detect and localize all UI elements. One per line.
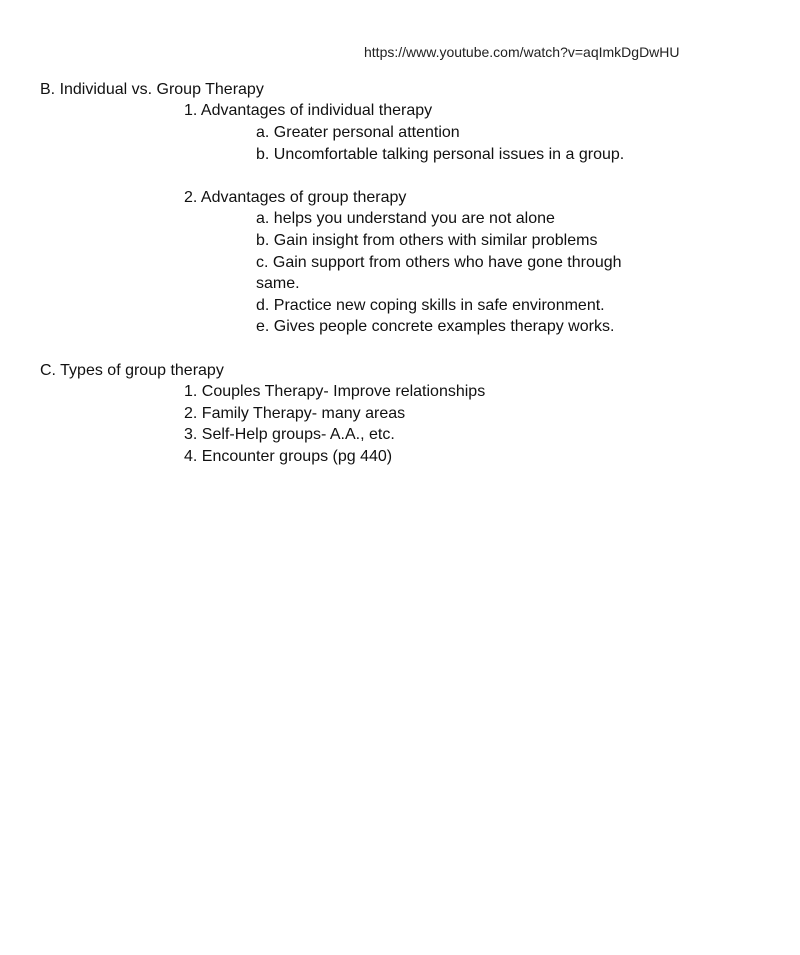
list-item: 4. Encounter groups (pg 440): [184, 448, 393, 465]
video-url-link[interactable]: https://www.youtube.com/watch?v=aqImkDgDwHU: [364, 44, 680, 60]
list-item: a. helps you understand you are not alone: [256, 210, 555, 227]
list-item: 3. Self-Help groups- A.A., etc.: [184, 426, 395, 443]
list-item: e. Gives people concrete examples therapy works.: [256, 318, 615, 335]
section-c-heading: C. Types of group therapy: [40, 362, 224, 379]
list-item: d. Practice new coping skills in safe environment.: [256, 297, 605, 314]
list-item: b. Gain insight from others with similar problems: [256, 232, 598, 249]
list-item: 1. Couples Therapy- Improve relationships: [184, 383, 486, 400]
individual-therapy-heading: 1. Advantages of individual therapy: [184, 102, 433, 119]
list-item: b. Uncomfortable talking personal issues in a group.: [256, 146, 625, 163]
group-therapy-heading: 2. Advantages of group therapy: [184, 189, 407, 206]
list-item-continuation: same.: [256, 275, 300, 292]
list-item: 2. Family Therapy- many areas: [184, 405, 406, 422]
list-item: a. Greater personal attention: [256, 124, 460, 141]
section-b-heading: B. Individual vs. Group Therapy: [40, 81, 264, 98]
list-item: c. Gain support from others who have gone through: [256, 254, 622, 271]
